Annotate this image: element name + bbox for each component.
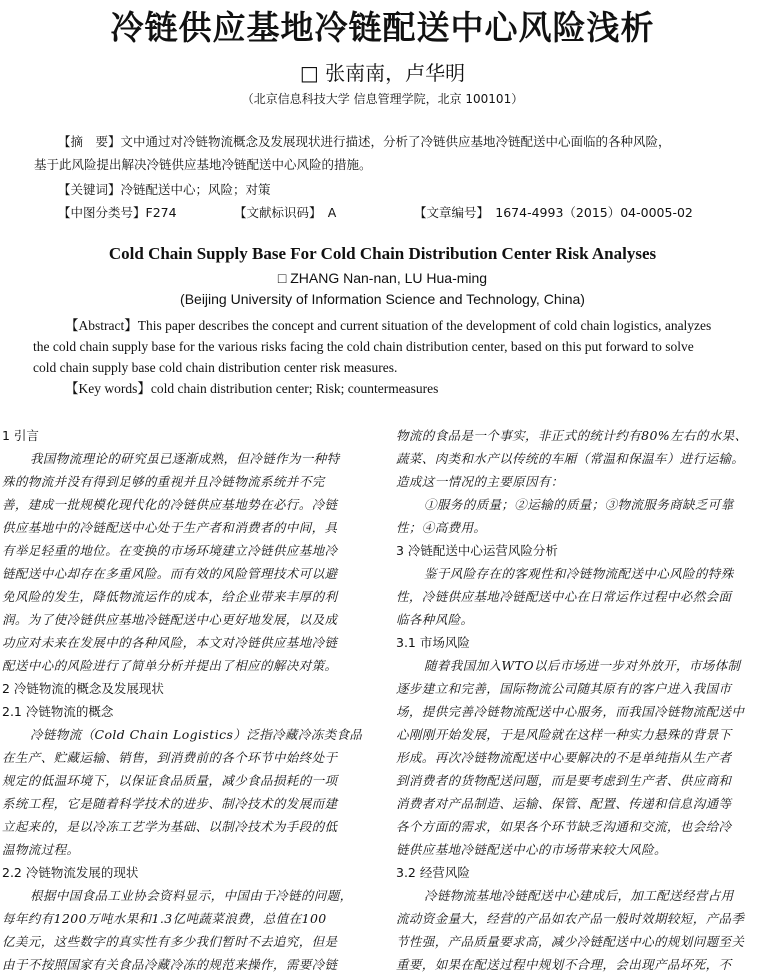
section-2-1-heading: 2.1 冷链物流的概念 — [2, 704, 114, 719]
english-abstract — [33, 315, 740, 399]
left-p1-line: 殊的物流并没有得到足够的重视并且冷链物流系统并不完 — [2, 474, 325, 489]
left-p22-line: 亿美元，这些数字的真实性有多少我们暂时不去追究，但是 — [2, 934, 338, 949]
left-p22-line: 由于不按照国家有关食品冷藏冷冻的规范来操作，需要冷链 — [2, 957, 338, 972]
left-p1-line: 润。为了使冷链供应基地冷链配送中心更好地发展，以及成 — [2, 612, 338, 627]
right-p32-line: 重要，如果在配送过程中规划不合理，会出现产品坏死，不 — [396, 957, 732, 972]
left-p1-line: 配送中心的风险进行了简单分析并提出了相应的解决对策。 — [2, 658, 338, 673]
section-1-heading: 1 引言 — [2, 428, 39, 443]
right-p0-line: 物流的食品是一个事实，非正式的统计约有80%左右的水果、 — [396, 428, 748, 443]
left-p1-line: 我国物流理论的研究虽已逐渐成熟，但冷链作为一种特 — [30, 451, 340, 466]
left-column — [2, 424, 374, 976]
left-p1-line: 功应对未来在发展中的各种风险，本文对冷链供应基地冷链 — [2, 635, 338, 650]
right-list-line: ①服务的质量；②运输的质量；③物流服务商缺乏可靠 — [424, 497, 734, 512]
right-p31-line: 链供应基地冷链配送中心的市场带来较大风险。 — [396, 842, 667, 857]
section-3-2-heading: 3.2 经营风险 — [396, 865, 470, 880]
right-p31-line: 形成。再次冷链物流配送中心要解决的不是单纯指从生产者 — [396, 750, 732, 765]
right-list-line: 性；④高费用。 — [396, 520, 487, 535]
section-2-2-heading: 2.2 冷链物流发展的现状 — [2, 865, 139, 880]
en-abstract-line-1: This paper describes the concept and current situation of the development of cold chain logistics, analyzes — [137, 318, 712, 333]
right-p3-line: 鉴于风险存在的客观性和冷链物流配送中心风险的特殊 — [424, 566, 734, 581]
right-p31-line: 随着我国加入WTO以后市场进一步对外放开，市场体制 — [424, 658, 741, 673]
right-p31-line: 逐步建立和完善，国际物流公司随其原有的客户进入我国市 — [396, 681, 732, 696]
chinese-abstract — [58, 130, 748, 153]
doc-code — [234, 201, 336, 224]
doc-code-value: A — [327, 205, 337, 220]
left-p21-line: 冷链物流（Cold Chain Logistics）泛指冷藏冷冻类食品 — [30, 727, 363, 742]
english-authors: □ ZHANG Nan-nan, LU Hua-ming — [277, 270, 488, 286]
en-keywords: cold chain distribution center; Risk; countermeasures — [150, 381, 439, 396]
doc-code-label: 【文献标识码】 — [234, 205, 316, 220]
right-p31-line: 心刚刚开始发展，于是风险就在这样一种实力悬殊的背景下 — [396, 727, 732, 742]
left-p1-line: 供应基地中的冷链配送中心处于生产者和消费者的中间，具 — [2, 520, 338, 535]
left-p21-line: 在生产、贮藏运输、销售，到消费前的各个环节中始终处于 — [2, 750, 338, 765]
article-no-value: 1674-4993（2015）04-0005-02 — [495, 205, 693, 220]
english-affiliation: (Beijing University of Information Science and Technology, China) — [180, 291, 585, 307]
affiliation: （北京信息科技大学 信息管理学院，北京 100101） — [241, 92, 524, 106]
paper-title: 冷链供应基地冷链配送中心风险浅析 — [110, 8, 655, 47]
left-p1-line: 免风险的发生，降低物流运作的成本，给企业带来丰厚的利 — [2, 589, 338, 604]
en-keywords-label: 【Key words】 — [65, 381, 151, 396]
right-p0-line: 蔬菜、肉类和水产以传统的车厢（常温和保温车）进行运输。 — [396, 451, 745, 466]
section-3-1-heading: 3.1 市场风险 — [396, 635, 470, 650]
en-abstract-line-2: the cold chain supply base for the various risks facing the cold chain distribution center, based on this put forward to solve — [33, 339, 694, 354]
left-p22-line: 每年约有1200万吨水果和1.3亿吨蔬菜浪费，总值在100 — [2, 911, 327, 926]
keywords-text: 冷链配送中心；风险；对策 — [120, 182, 271, 197]
left-p1-line: 善，建成一批规模化现代化的冷链供应基地势在必行。冷链 — [2, 497, 338, 512]
left-p1-line: 有举足轻重的地位。在变换的市场环境建立冷链供应基地冷 — [2, 543, 338, 558]
clc-number — [58, 201, 177, 224]
right-p32-line: 流动资金量大，经营的产品如农产品一般时效期较短，产品季 — [396, 911, 745, 926]
right-p3-line: 性，冷链供应基地冷链配送中心在日常运作过程中必然会面 — [396, 589, 732, 604]
left-p21-line: 立起来的，是以冷冻工艺学为基础、以制冷技术为手段的低 — [2, 819, 338, 834]
abstract-line-2: 基于此风险提出解决冷链供应基地冷链配送中心风险的措施。 — [34, 157, 372, 172]
en-abstract-line-3: cold chain supply base cold chain distribution center risk measures. — [33, 360, 398, 375]
left-p21-line: 温物流过程。 — [2, 842, 80, 857]
left-p1-line: 链配送中心却存在多重风险。而有效的风险管理技术可以避 — [2, 566, 338, 581]
article-no-label: 【文章编号】 — [414, 205, 483, 220]
clc-label: 【中图分类号】 — [58, 205, 146, 220]
left-p21-line: 规定的低温环境下，以保证食品质量，减少食品损耗的一项 — [2, 773, 338, 788]
right-p32-line: 节性强，产品质量要求高，减少冷链配送中心的规划问题至关 — [396, 934, 745, 949]
abstract-label: 【摘 要】 — [58, 134, 121, 149]
section-2-heading: 2 冷链物流的概念及发展现状 — [2, 681, 164, 696]
keywords — [58, 178, 271, 201]
right-p31-line: 到消费者的货物配送问题，而是要考虑到生产者、供应商和 — [396, 773, 732, 788]
right-p32-line: 冷链物流基地冷链配送中心建成后，加工配送经营占用 — [424, 888, 734, 903]
authors: □ 张南南，卢华明 — [299, 61, 466, 85]
right-p31-line: 场，提供完善冷链物流配送中心服务，而我国冷链物流配送中 — [396, 704, 745, 719]
english-title: Cold Chain Supply Base For Cold Chain Distribution Center Risk Analyses — [108, 244, 657, 263]
clc-value: F274 — [145, 205, 177, 220]
left-p21-line: 系统工程，它是随着科学技术的进步、制冷技术的发展而建 — [2, 796, 338, 811]
article-number — [414, 201, 693, 224]
en-abstract-label: 【Abstract】 — [65, 318, 138, 333]
keywords-label: 【关键词】 — [58, 182, 121, 197]
left-p22-line: 根据中国食品工业协会资料显示，中国由于冷链的问题， — [30, 888, 353, 903]
right-p31-line: 各个方面的需求，如果各个环节缺乏沟通和交流，也会给冷 — [396, 819, 732, 834]
abstract-line-1: 文中通过对冷链物流概念及发展现状进行描述，分析了冷链供应基地冷链配送中心面临的各种风险， — [120, 134, 671, 149]
right-p3-line: 临各种风险。 — [396, 612, 474, 627]
right-p31-line: 消费者对产品制造、运输、保管、配置、传递和信息沟通等 — [396, 796, 732, 811]
section-3-heading: 3 冷链配送中心运营风险分析 — [396, 543, 558, 558]
right-p0-line: 造成这一情况的主要原因有： — [396, 474, 564, 489]
right-column — [396, 424, 764, 976]
